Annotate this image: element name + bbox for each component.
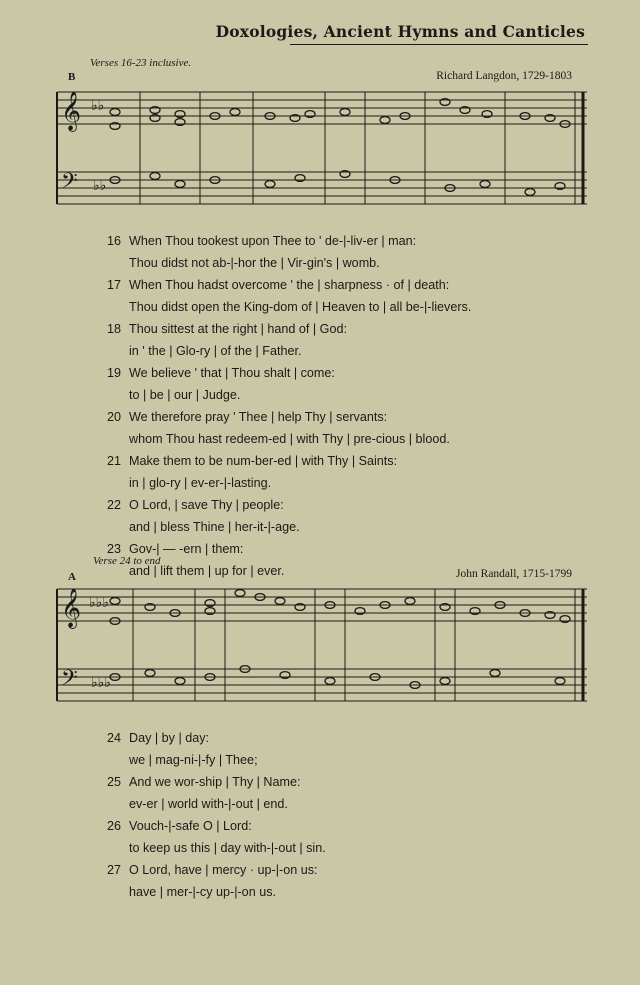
verse-line: Thou didst open the King-dom of | Heaven to | all be-|-lievers. xyxy=(129,300,472,314)
verse-17 xyxy=(107,274,597,318)
verse-26 xyxy=(107,815,597,859)
verse-line: We therefore pray ' Thee | help Thy | servants: xyxy=(129,410,388,424)
verse-number: 19 xyxy=(107,366,122,380)
verse-25 xyxy=(107,771,597,815)
verse-line: to keep us this | day with-|-out | sin. xyxy=(129,841,326,855)
verse-range-note: Verse 24 to end xyxy=(93,555,161,567)
verse-number: 21 xyxy=(107,454,122,468)
verse-number: 17 xyxy=(107,278,122,292)
svg-text:𝄞: 𝄞 xyxy=(61,588,82,628)
verse-number: 25 xyxy=(107,775,122,789)
verse-line: O Lord, | save Thy | people: xyxy=(129,498,284,512)
verse-line: O Lord, have | mercy · up-|-on us: xyxy=(129,863,318,877)
tune-letter: B xyxy=(68,71,76,83)
verse-line: When Thou tookest upon Thee to ' de-|-liv-er | man: xyxy=(129,234,417,248)
verse-number: 23 xyxy=(107,542,122,556)
verse-line: We believe ' that | Thou shalt | come: xyxy=(129,366,335,380)
verse-range-note: Verses 16-23 inclusive. xyxy=(90,57,192,69)
verse-list-b xyxy=(107,230,597,582)
composer-credit: Richard Langdon, 1729-1803 xyxy=(436,70,572,82)
verse-19 xyxy=(107,362,597,406)
verse-line: and | bless Thine | her-it-|-age. xyxy=(129,520,300,534)
music-score-b xyxy=(55,88,590,218)
verse-line: Gov-| — -ern | them: xyxy=(129,542,244,556)
verse-line: Make them to be num-ber-ed | with Thy | Saints: xyxy=(129,454,398,468)
verse-number: 20 xyxy=(107,410,122,424)
svg-text:𝄢: 𝄢 xyxy=(61,169,78,199)
verse-line: ev-er | world with-|-out | end. xyxy=(129,797,288,811)
svg-text:♭♭: ♭♭ xyxy=(91,97,105,113)
verse-line: and | lift them | up for | ever. xyxy=(129,564,285,578)
verse-line: whom Thou hast redeem-ed | with Thy | pre-cious | blood. xyxy=(129,432,450,446)
verse-line: have | mer-|-cy up-|-on us. xyxy=(129,885,276,899)
verse-list-a xyxy=(107,727,597,903)
verse-number: 16 xyxy=(107,234,122,248)
tune-letter: A xyxy=(68,571,76,583)
verse-number: 18 xyxy=(107,322,122,336)
verse-line: Thou sittest at the right | hand of | God: xyxy=(129,322,347,336)
svg-text:♭♭: ♭♭ xyxy=(93,177,107,193)
svg-text:♭♭♭: ♭♭♭ xyxy=(89,594,109,610)
svg-text:𝄢: 𝄢 xyxy=(61,666,78,696)
verse-22 xyxy=(107,494,597,538)
verse-27 xyxy=(107,859,597,903)
verse-line: And we wor-ship | Thy | Name: xyxy=(129,775,301,789)
verse-line: Vouch-|-safe O | Lord: xyxy=(129,819,252,833)
verse-number: 27 xyxy=(107,863,122,877)
header-rule xyxy=(290,44,588,45)
verse-line: we | mag-ni-|-fy | Thee; xyxy=(129,753,258,767)
verse-line: When Thou hadst overcome ' the | sharpness · of | death: xyxy=(129,278,450,292)
verse-line: Day | by | day: xyxy=(129,731,210,745)
page-header-title: Doxologies, Ancient Hymns and Canticles xyxy=(215,22,585,41)
verse-24 xyxy=(107,727,597,771)
verse-number: 24 xyxy=(107,731,122,745)
svg-text:♭♭♭: ♭♭♭ xyxy=(91,674,111,690)
verse-18 xyxy=(107,318,597,362)
verse-21 xyxy=(107,450,597,494)
verse-line: to | be | our | Judge. xyxy=(129,388,241,402)
verse-line: in ' the | Glo-ry | of the | Father. xyxy=(129,344,302,358)
verse-number: 26 xyxy=(107,819,122,833)
music-score-a xyxy=(55,585,590,715)
verse-line: Thou didst not ab-|-hor the | Vir-gin's | womb. xyxy=(129,256,380,270)
verse-line: in | glo-ry | ev-er-|-lasting. xyxy=(129,476,272,490)
composer-credit: John Randall, 1715-1799 xyxy=(456,568,572,580)
verse-16 xyxy=(107,230,597,274)
svg-text:𝄞: 𝄞 xyxy=(61,91,82,131)
verse-number: 22 xyxy=(107,498,122,512)
verse-20 xyxy=(107,406,597,450)
